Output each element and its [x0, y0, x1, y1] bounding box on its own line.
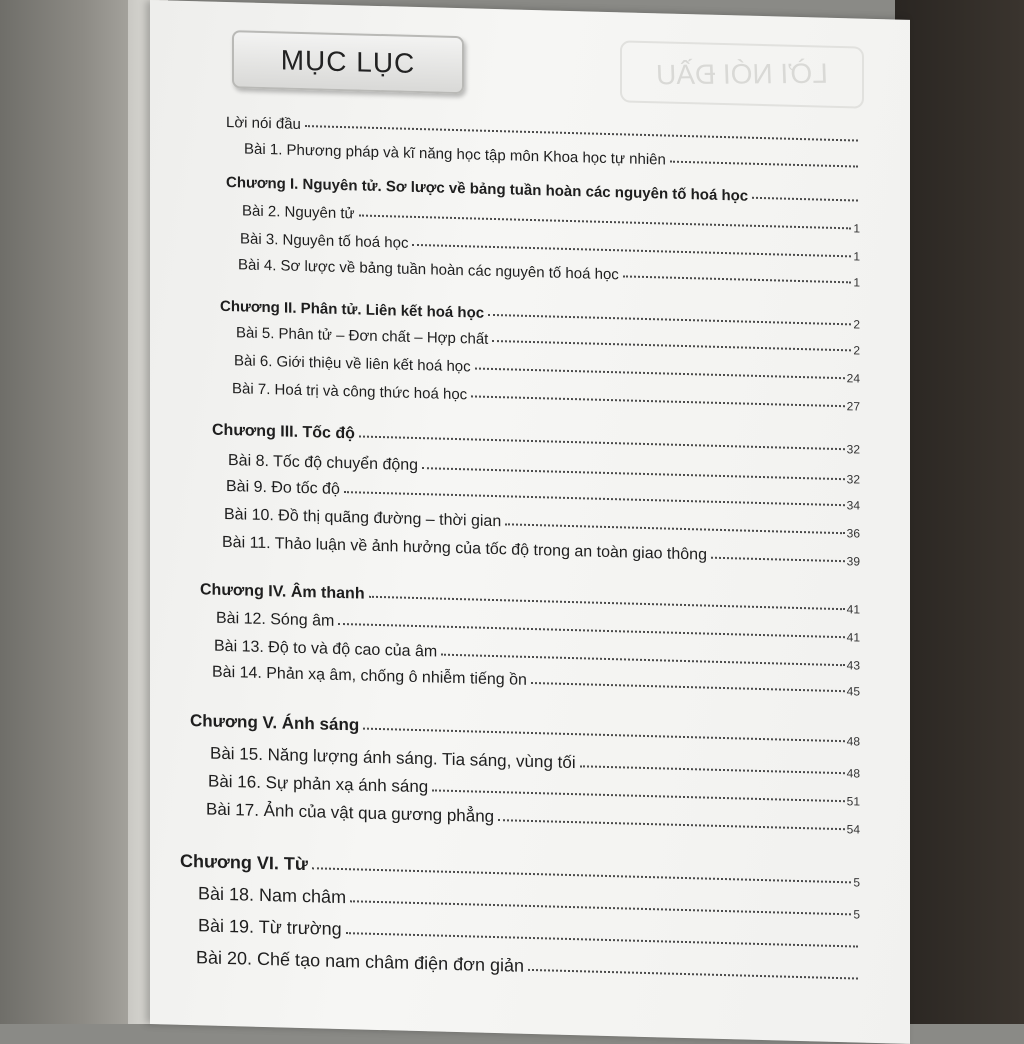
- toc-page-number: 2: [851, 343, 860, 357]
- toc-page-number: 1: [851, 221, 860, 235]
- toc-entry-label: Bài 10. Đồ thị quãng đường – thời gian: [224, 506, 505, 531]
- toc-entry-label: Bài 8. Tốc độ chuyển động: [228, 452, 422, 475]
- toc-entry-label: Bài 7. Hoá trị và công thức hoá học: [232, 380, 471, 403]
- toc-leader-dots: [475, 368, 845, 380]
- bleed-through-title: LỜI NÓI ĐẦU: [656, 58, 829, 92]
- background-left: [0, 0, 140, 1024]
- toc-lesson-row: [198, 883, 860, 921]
- table-of-contents: [150, 0, 910, 1044]
- toc-lesson-row: [244, 140, 860, 173]
- toc-entry-label: Chương IV. Âm thanh: [200, 581, 369, 603]
- toc-entry-label: Bài 13. Độ to và độ cao của âm: [214, 638, 441, 662]
- toc-entry-label: Lời nói đầu: [226, 114, 305, 133]
- toc-entry-label: Bài 1. Phương pháp và kĩ năng học tập môn Khoa học tự nhiên: [244, 140, 670, 168]
- toc-lesson-row: [238, 256, 860, 289]
- toc-page-number: 27: [845, 399, 860, 413]
- toc-entry-label: Bài 5. Phân tử – Đơn chất – Hợp chất: [236, 324, 492, 348]
- toc-page-number: 1: [851, 275, 860, 289]
- toc-leader-dots: [344, 491, 845, 506]
- toc-leader-dots: [441, 654, 844, 667]
- toc-page: [150, 0, 910, 1044]
- toc-leader-dots: [350, 900, 851, 915]
- toc-lesson-row: [242, 202, 860, 235]
- toc-leader-dots: [488, 314, 851, 326]
- toc-leader-dots: [580, 765, 845, 774]
- toc-page-number: 48: [845, 734, 860, 748]
- toc-leader-dots: [711, 557, 845, 563]
- toc-leader-dots: [492, 340, 851, 351]
- toc-entry-label: Bài 11. Thảo luận về ảnh hưởng của tốc độ trong an toàn giao thông: [222, 534, 711, 565]
- toc-page-number: 51: [845, 794, 860, 808]
- toc-page-number: 2: [851, 317, 860, 331]
- toc-page-number: 32: [845, 472, 860, 486]
- toc-page-number: 41: [845, 602, 860, 616]
- toc-page-number: 32: [845, 442, 860, 456]
- toc-page-number: 41: [845, 630, 860, 644]
- toc-entry-label: Bài 3. Nguyên tố hoá học: [240, 230, 412, 252]
- background-right: [895, 0, 1024, 1024]
- toc-lesson-row: [234, 352, 860, 385]
- toc-chapter-row: [226, 174, 860, 208]
- toc-leader-dots: [346, 932, 858, 947]
- toc-entry-label: Bài 2. Nguyên tử: [242, 202, 359, 222]
- toc-page-number: 24: [845, 371, 860, 385]
- toc-entry-label: Bài 14. Phản xạ âm, chống ô nhiễm tiếng ồn: [212, 664, 531, 690]
- toc-entry-label: Chương II. Phân tử. Liên kết hoá học: [220, 298, 488, 322]
- toc-entry-label: Bài 12. Sóng âm: [216, 610, 338, 631]
- toc-leader-dots: [432, 789, 844, 802]
- toc-leader-dots: [412, 244, 851, 257]
- toc-chapter-row: [190, 711, 860, 749]
- toc-entry-label: Chương I. Nguyên tử. Sơ lược về bảng tuần hoàn các nguyên tố hoá học: [226, 174, 752, 205]
- toc-leader-dots: [670, 161, 858, 168]
- page-title: MỤC LỤC: [281, 44, 416, 80]
- toc-lesson-row: [222, 534, 860, 569]
- toc-leader-dots: [531, 682, 845, 692]
- toc-page-number: 43: [845, 658, 860, 672]
- toc-page-number: 34: [845, 498, 860, 512]
- toc-page-number: 5: [851, 875, 860, 889]
- toc-page-number: 5: [851, 907, 860, 921]
- toc-lesson-row: [232, 380, 860, 413]
- toc-entry-label: Bài 20. Chế tạo nam châm điện đơn giản: [196, 947, 528, 977]
- toc-entry-label: Bài 19. Từ trường: [198, 915, 346, 940]
- toc-leader-dots: [338, 623, 844, 638]
- toc-page-number: 54: [845, 822, 860, 836]
- toc-entry-label: Bài 16. Sự phản xạ ánh sáng: [208, 772, 432, 798]
- toc-leader-dots: [305, 125, 858, 141]
- toc-leader-dots: [359, 435, 845, 450]
- toc-entry-label: Chương III. Tốc độ: [212, 422, 359, 444]
- toc-leader-dots: [363, 728, 844, 743]
- toc-page-number: 45: [845, 684, 860, 698]
- toc-page-number: 48: [845, 766, 860, 780]
- toc-leader-dots: [359, 214, 852, 229]
- toc-leader-dots: [422, 467, 845, 480]
- toc-leader-dots: [505, 523, 844, 534]
- toc-leader-dots: [528, 969, 858, 980]
- toc-page-number: 36: [845, 526, 860, 540]
- toc-lesson-row: [236, 324, 860, 357]
- toc-leader-dots: [471, 395, 844, 407]
- toc-page-number: 39: [845, 554, 860, 568]
- toc-leader-dots: [369, 596, 845, 610]
- toc-entry-label: Bài 17. Ảnh của vật qua gương phẳng: [206, 799, 498, 827]
- toc-lesson-row: [224, 506, 860, 541]
- toc-entry-label: Bài 15. Năng lượng ánh sáng. Tia sáng, vùng tối: [210, 744, 580, 774]
- toc-leader-dots: [623, 275, 852, 283]
- toc-leader-dots: [312, 867, 851, 883]
- toc-entry-label: Chương VI. Từ: [180, 851, 312, 875]
- toc-leader-dots: [498, 819, 845, 830]
- toc-leader-dots: [752, 197, 858, 202]
- toc-entry-label: Bài 18. Nam châm: [198, 883, 350, 908]
- toc-page-number: 1: [851, 249, 860, 263]
- toc-entry-label: Chương V. Ánh sáng: [190, 711, 363, 736]
- toc-entry-label: Bài 6. Giới thiệu về liên kết hoá học: [234, 352, 475, 375]
- toc-lesson-row: [198, 915, 860, 953]
- toc-entry-label: Bài 4. Sơ lược về bảng tuần hoàn các nguyên tố hoá học: [238, 256, 623, 283]
- toc-chapter-row: [180, 851, 860, 890]
- toc-chapter-row: [212, 422, 860, 457]
- toc-lesson-row: [196, 947, 860, 985]
- toc-entry-label: Bài 9. Đo tốc độ: [226, 478, 344, 499]
